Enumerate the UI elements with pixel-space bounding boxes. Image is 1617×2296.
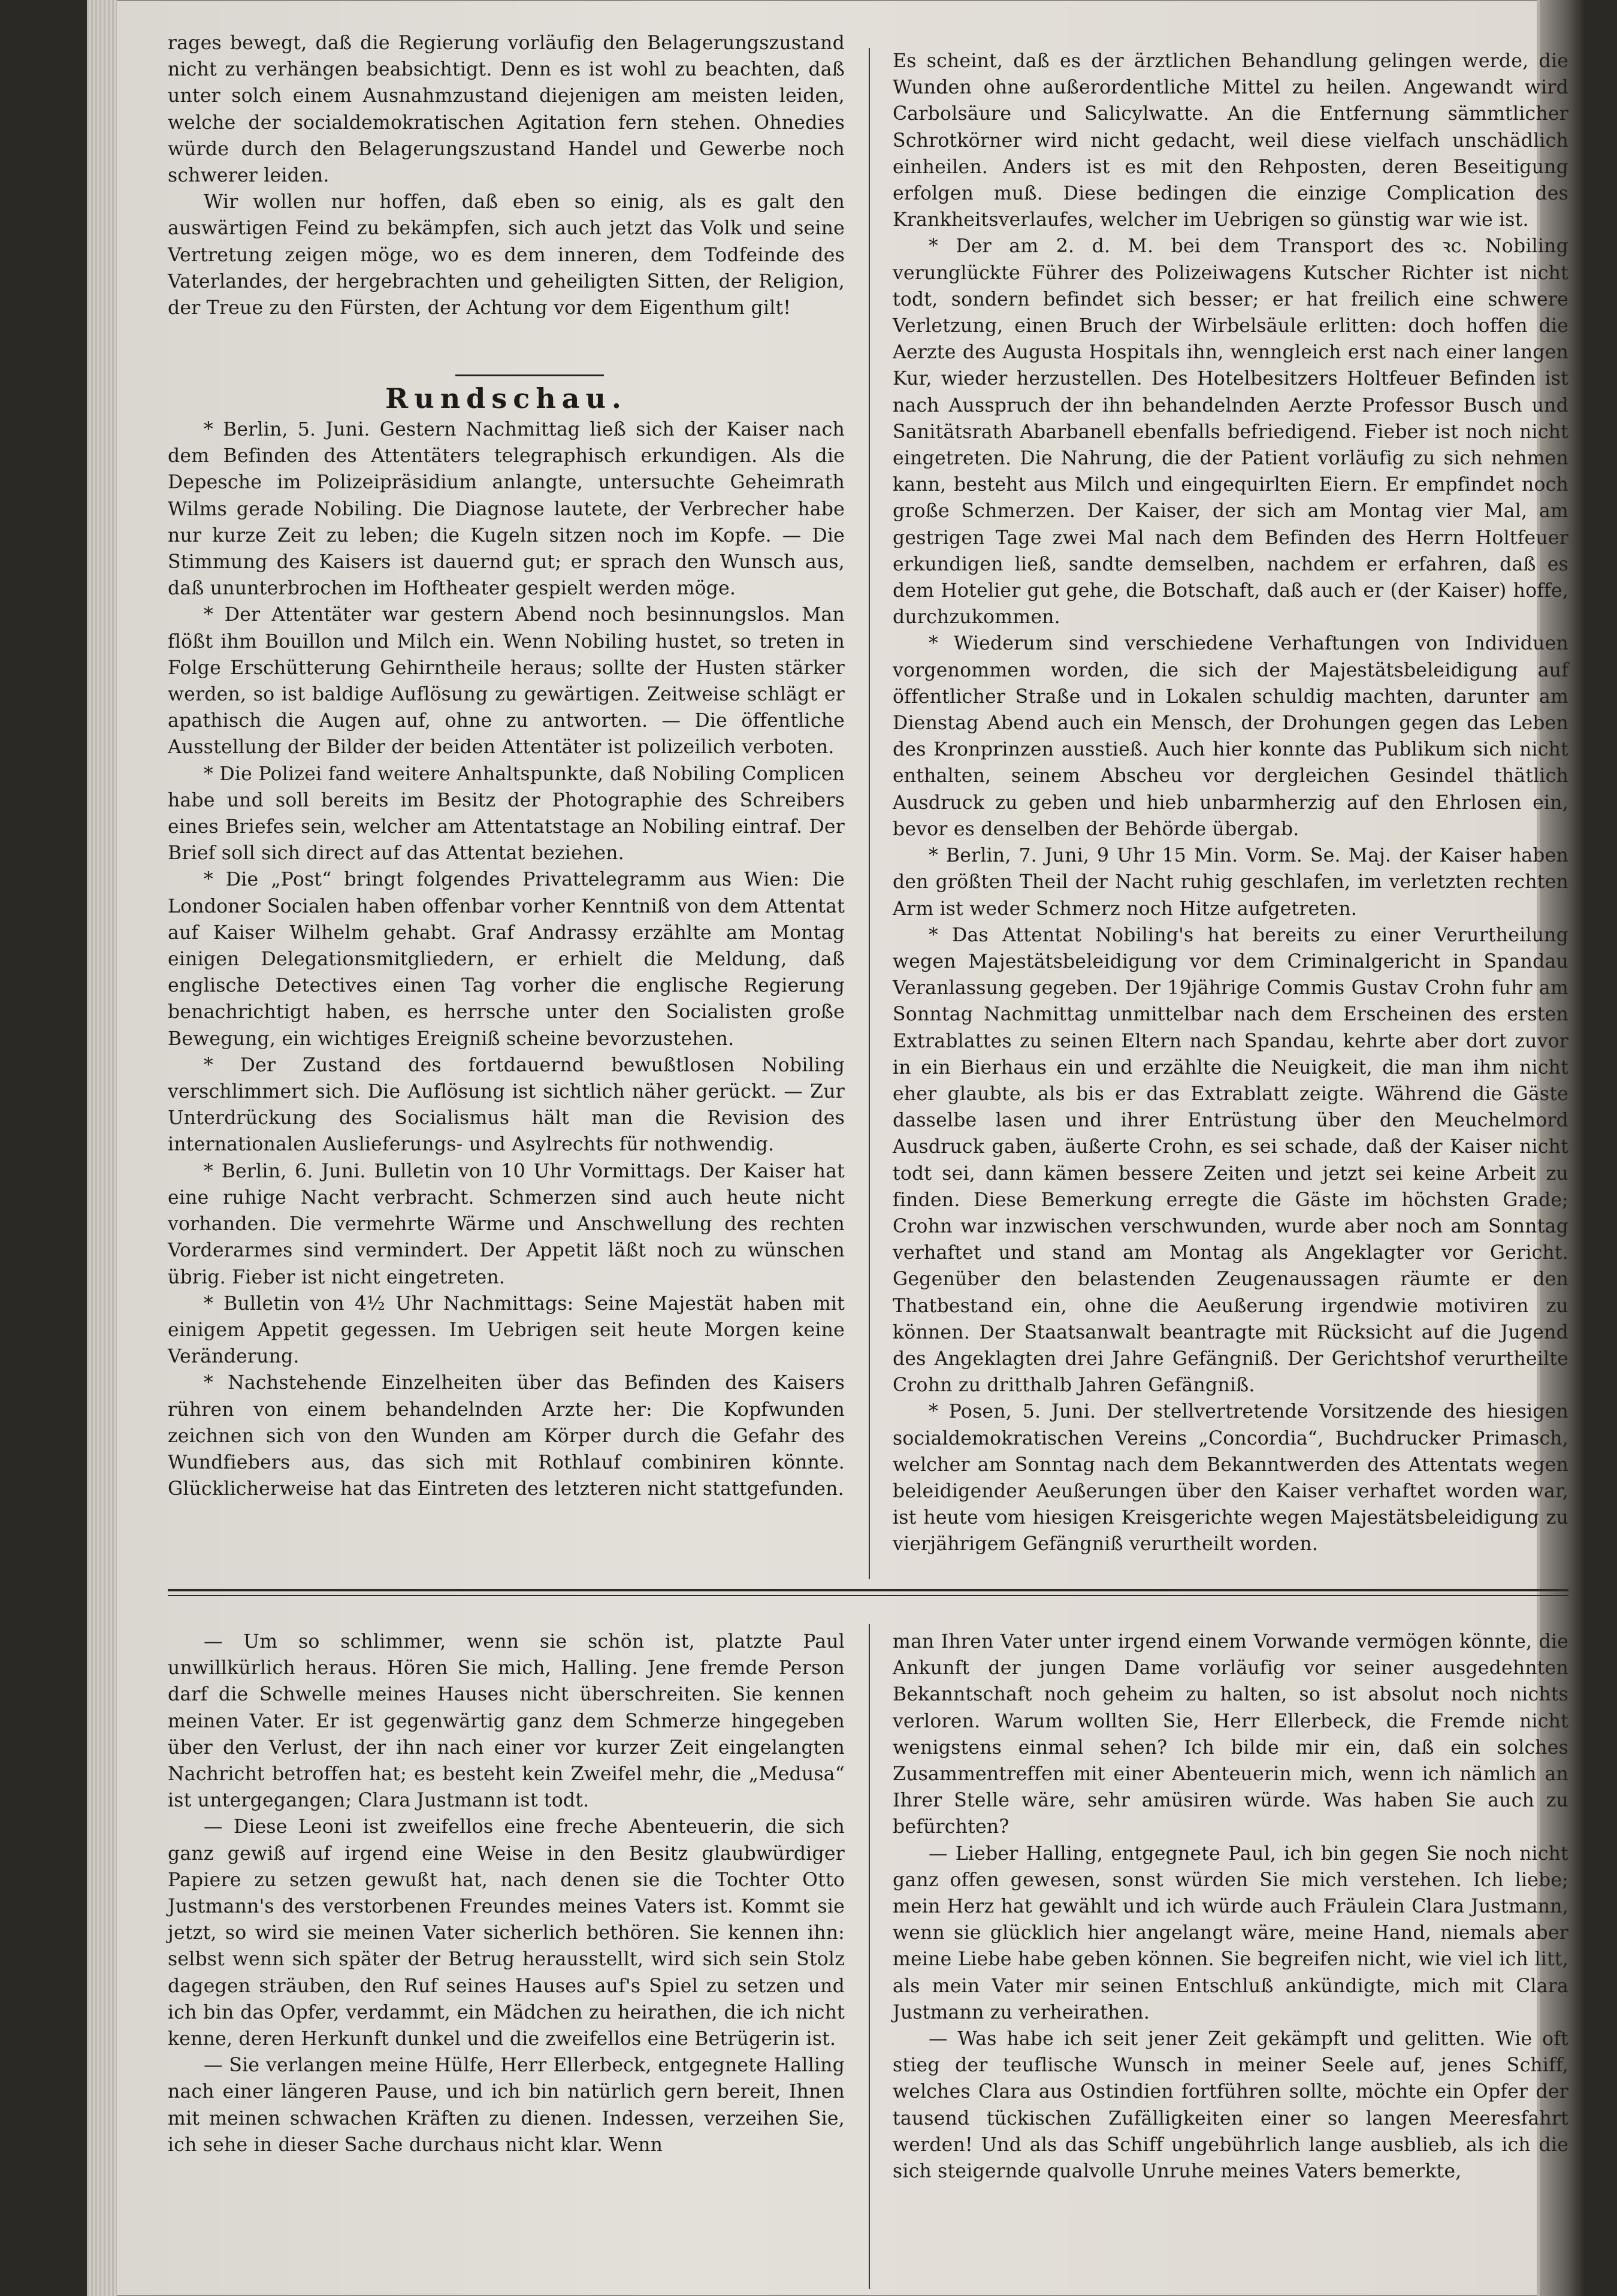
feuilleton-rule-thin <box>168 1595 1568 1596</box>
story-paragraph: — Um so schlimmer, wenn sie schön ist, platzte Paul unwillkürlich heraus. Hören Sie mich, Halling. Jene fremde Person darf die Schwelle meines Hauses nicht überschreiten. Sie kennen meinen Vater. Er ist gegenwärtig ganz dem Schmerze hingegeben über den Verlust, der ihn nach einer vor kurzer Zeit eingelangten Nachricht betroffen hat; es besteht kein Zweifel mehr, die „Medusa“ ist untergegangen; Clara Justmann ist todt. <box>168 1631 845 1812</box>
paragraph: Wir wollen nur hoffen, daß eben so einig, als es galt den auswärtigen Feind zu bekämpfen, sich auch jetzt das Volk und seine Vertretung zeigen möge, wo es dem inneren, dem Todfeinde des Vaterlandes, der hergebrachten und geheiligten Sitten, der Religion, der Treue zu den Fürsten, der Achtung vor dem Eigenthum gilt! <box>168 191 845 319</box>
column-top-left <box>168 30 845 321</box>
story-paragraph: man Ihren Vater unter irgend einem Vorwande vermögen könnte, die Ankunft der jungen Dame vorläufig vor seiner ausgedehnten Bekanntschaft noch geheim zu halten, so ist absolut noch nichts verloren. Warum wollten Sie, Herr Ellerbeck, die Fremde nicht wenigstens einmal sehen? Ich bilde mir ein, daß ein solches Zusammentreffen mit einer Abenteuerin mich, wenn ich nämlich an Ihrer Stelle wäre, sehr amüsiren würde. Was haben Sie auch zu befürchten? <box>893 1631 1568 1838</box>
news-item: * Bulletin von 4½ Uhr Nachmittags: Seine Majestät haben mit einigem Appetit gegessen. Im Uebrigen seit heute Morgen keine Veränderung. <box>168 1292 845 1368</box>
column-rundschau <box>168 416 845 1502</box>
news-item: Es scheint, daß es der ärztlichen Behandlung gelingen werde, die Wunden ohne außerordentliche Mittel zu heilen. Angewandt wird Carbolsäure und Salicylwatte. An die Entfernung sämmtlicher Schrotkörner wird nicht gedacht, weil diese vielfach unschädlich einheilen. Anders ist es mit den Rehposten, deren Beseitigung erfolgen muß. Diese bedingen die einzige Complication des Krankheitsverlaufes, welcher im Uebrigen so günstig war wie ist. <box>893 50 1568 231</box>
column-feuilleton-left <box>168 1629 845 2158</box>
news-item: * Berlin, 7. Juni, 9 Uhr 15 Min. Vorm. Se. Maj. der Kaiser haben den größten Theil der Nacht ruhig geschlafen, im verletzten rechten Arm ist weder Schmerz noch Hitze aufgetreten. <box>893 845 1568 920</box>
page-content <box>168 24 1568 2289</box>
story-paragraph: — Diese Leoni ist zweifellos eine freche Abenteuerin, die sich ganz gewiß auf irgend eine Weise in den Besitz glaubwürdiger Papiere zu setzen gewußt hat, nach denen sie die Tochter Otto Justmann's des verstorbenen Freundes meines Vaters ist. Kommt sie jetzt, so wird sie meinen Vater sicherlich bethören. Sie kennen ihn: selbst wenn sich später der Betrug herausstellt, wird sich sein Stolz dagegen sträuben, den Ruf seines Hauses auf's Spiel zu setzen und ich bin das Opfer, verdammt, ein Mädchen zu heirathen, die ich nicht kenne, deren Herkunft dunkel und die zweifellos eine Betrügerin ist. <box>168 1816 845 2050</box>
paragraph: rages bewegt, daß die Regierung vorläufig den Belagerungszustand nicht zu verhängen beabsichtigt. Denn es ist wohl zu beachten, daß unter solch einem Ausnahmzustand diejenigen am meisten leiden, welche der socialdemokratischen Agitation fern stehen. Ohnedies würde durch den Belagerungszustand Handel und Gewerbe noch schwerer leiden. <box>168 32 845 187</box>
news-item: * Der Zustand des fortdauernd bewußtlosen Nobiling verschlimmert sich. Die Auflösung ist sichtlich näher gerückt. — Zur Unterdrückung des Socialismus hält man die Revision des internationalen Auslieferungs- und Asylrechts für nothwendig. <box>168 1054 845 1156</box>
column-top-right <box>893 48 1568 1558</box>
feuilleton-rule <box>168 1589 1568 1591</box>
news-item: * Der Attentäter war gestern Abend noch besinnungslos. Man flößt ihm Bouillon und Milch ein. Wenn Nobiling hustet, so treten in Folge Erschütterung Gehirntheile heraus; sollte der Husten stärker werden, so ist baldige Auflösung zu gewärtigen. Zeitweise schlägt er apathisch die Augen auf, ohne zu antworten. — Die öffentliche Ausstellung der Bilder der beiden Attentäter ist polizeilich verboten. <box>168 604 845 759</box>
news-item: * Posen, 5. Juni. Der stellvertretende Vorsitzende des hiesigen socialdemokratischen Vereins „Concordia“, Buchdrucker Primasch, welcher am Sonntag nach dem Bekanntwerden des Attentats wegen beleidigender Aeußerungen über den Kaiser verhaftet worden war, ist heute vom hiesigen Kreisgerichte wegen Majestätsbeleidigung zu vierjährigem Gefängniß verurtheilt worden. <box>893 1401 1568 1555</box>
story-paragraph: — Lieber Halling, entgegnete Paul, ich bin gegen Sie noch nicht ganz offen gewesen, sonst würden Sie mich verstehen. Ich liebe; mein Herz hat gewählt und ich würde auch Fräulein Clara Justmann, wenn sie glücklich hier angelangt wäre, meine Hand, niemals aber meine Liebe habe geben können. Sie begreifen nicht, wie viel ich litt, als mein Vater mir seinen Entschluß ankündigte, mich mit Clara Justmann zu verheirathen. <box>893 1842 1568 2023</box>
story-paragraph: — Sie verlangen meine Hülfe, Herr Ellerbeck, entgegnete Halling nach einer längeren Pause, und ich bin natürlich gern bereit, Ihnen mit meinen schwachen Kräften zu dienen. Indessen, verzeihen Sie, ich sehe in dieser Sache durchaus nicht klar. Wenn <box>168 2055 845 2156</box>
news-item: * Der am 2. d. M. bei dem Transport des ꝛc. Nobiling verunglückte Führer des Polizeiwagens Kutscher Richter ist nicht todt, sondern befindet sich besser; er hat freilich eine schwere Verletzung, einen Bruch der Wirbelsäule erlitten: doch hoffen die Aerzte des Augusta Hospitals ihn, wenngleich erst nach einer langen Kur, wieder herzustellen. Des Hotelbesitzers Holtfeuer Befinden ist nach Ausspruch der ihn behandelnden Aerzte Professor Busch und Sanitätsrath Abarbanell ebenfalls befriedigend. Fieber ist noch nicht eingetreten. Die Nahrung, die der Patient vorläufig zu sich nehmen kann, besteht aus Milch und eingequirlten Eiern. Er empfindet noch große Schmerzen. Der Kaiser, der sich am Montag vier Mal, am gestrigen Tage zwei Mal nach dem Befinden des Herrn Holtfeuer erkundigen ließ, sandte demselben, nachdem er erfahren, daß es dem Hotelier gut gehe, die Botschaft, daß auch er (der Kaiser) hoffe, durchzukommen. <box>893 235 1568 629</box>
column-divider <box>869 48 870 1579</box>
section-rule <box>455 374 604 376</box>
column-feuilleton-right <box>893 1629 1568 2185</box>
page-edges <box>87 0 117 2296</box>
section-title: Rundschau. <box>385 382 627 415</box>
column-divider <box>869 1624 870 2289</box>
news-item: * Die Polizei fand weitere Anhaltspunkte, daß Nobiling Complicen habe und soll bereits im Besitz der Photographie des Schreibers eines Briefes sein, welcher am Attentatstage an Nobiling eintraf. Der Brief soll sich direct auf das Attentat beziehen. <box>168 763 845 865</box>
story-paragraph: — Was habe ich seit jener Zeit gekämpft und gelitten. Wie oft stieg der teuflische Wunsch in meiner Seele auf, jenes Schiff, welches Clara aus Ostindien fortführen sollte, möchte ein Opfer der tausend tückischen Zufälligkeiten einer so langen Meeresfahrt werden! Und als das Schiff ungebührlich lange ausblieb, als ich die sich steigernde qualvolle Unruhe meines Vaters bemerkte, <box>893 2028 1568 2183</box>
news-item: * Berlin, 6. Juni. Bulletin von 10 Uhr Vormittags. Der Kaiser hat eine ruhige Nacht verbracht. Schmerzen sind auch heute nicht vorhanden. Die vermehrte Wärme und Anschwellung des rechten Vorderarmes sind vermindert. Der Appetit läßt noch zu wünschen übrig. Fieber ist nicht eingetreten. <box>168 1160 845 1288</box>
news-item: * Die „Post“ bringt folgendes Privattelegramm aus Wien: Die Londoner Socialen haben offenbar vorher Kenntniß von dem Attentat auf Kaiser Wilhelm gehabt. Graf Andrassy erzählte am Montag einigen Delegationsmitgliedern, er erhielt die Meldung, daß englische Detectives einen Tag vorher die englische Regierung benachrichtigt haben, es herrsche unter den Socialisten große Bewegung, ein wichtiges Ereigniß scheine bevorzustehen. <box>168 869 845 1050</box>
news-item: * Berlin, 5. Juni. Gestern Nachmittag ließ sich der Kaiser nach dem Befinden des Attentäters telegraphisch erkundigen. Als die Depesche im Polizeipräsidium anlangte, untersuchte Geheimrath Wilms gerade Nobiling. Die Diagnose lautete, der Verbrecher habe nur kurze Zeit zu leben; die Kugeln sitzen noch im Kopfe. — Die Stimmung des Kaisers ist dauernd gut; er sprach den Wunsch aus, daß ununterbrochen im Hoftheater gespielt werden möge. <box>168 419 845 600</box>
news-item: * Wiederum sind verschiedene Verhaftungen von Individuen vorgenommen worden, die sich der Majestätsbeleidigung auf öffentlicher Straße und in Lokalen schuldig machten, darunter am Dienstag Abend auch ein Mensch, der Drohungen gegen das Leben des Kronprinzen ausstieß. Auch hier konnte das Publikum sich nicht enthalten, seinem Abscheu vor dergleichen Gesindel thätlich Ausdruck zu geben und hieb unbarmherzig auf den Ehrlosen ein, bevor es denselben der Behörde übergab. <box>893 633 1568 840</box>
news-item: * Nachstehende Einzelheiten über das Befinden des Kaisers rühren von einem behandelnden Arzte her: Die Kopfwunden zeichnen sich von den Wunden am Körper durch die Gefahr des Wundfiebers aus, das sich mit Rothlauf combiniren könnte. Glücklicherweise hat das Eintreten des letzteren nicht stattgefunden. <box>168 1372 845 1500</box>
news-item: * Das Attentat Nobiling's hat bereits zu einer Verurtheilung wegen Majestätsbeleidigung vor dem Criminalgericht in Spandau Veranlassung gegeben. Der 19jährige Commis Gustav Crohn fuhr am Sonntag Nachmittag unmittelbar nach dem Erscheinen des ersten Extrablattes zu seinen Eltern nach Spandau, kehrte aber dort zuvor in ein Bierhaus ein und erzählte die Neuigkeit, die man ihm nicht eher glaubte, als bis er das Extrablatt zeigte. Während die Gäste dasselbe lasen und ihrer Entrüstung über den Meuchelmord Ausdruck gaben, äußerte Crohn, es sei schade, daß der Kaiser nicht todt sei, dann kämen bessere Zeiten und jetzt sei keine Arbeit zu finden. Diese Bemerkung erregte die Gäste im höchsten Grade; Crohn war inzwischen verschwunden, wurde aber noch am Sonntag verhaftet und stand am Montag als Angeklagter vor Gericht. Gegenüber den belastenden Zeugenaussagen räumte er den Thatbestand ein, ohne die Aeußerung irgendwie motiviren zu können. Der Staatsanwalt beantragte mit Rücksicht auf die Jugend des Angeklagten drei Jahre Gefängniß. Der Gerichtshof verurtheilte Crohn zu dritthalb Jahren Gefängniß. <box>893 924 1568 1397</box>
